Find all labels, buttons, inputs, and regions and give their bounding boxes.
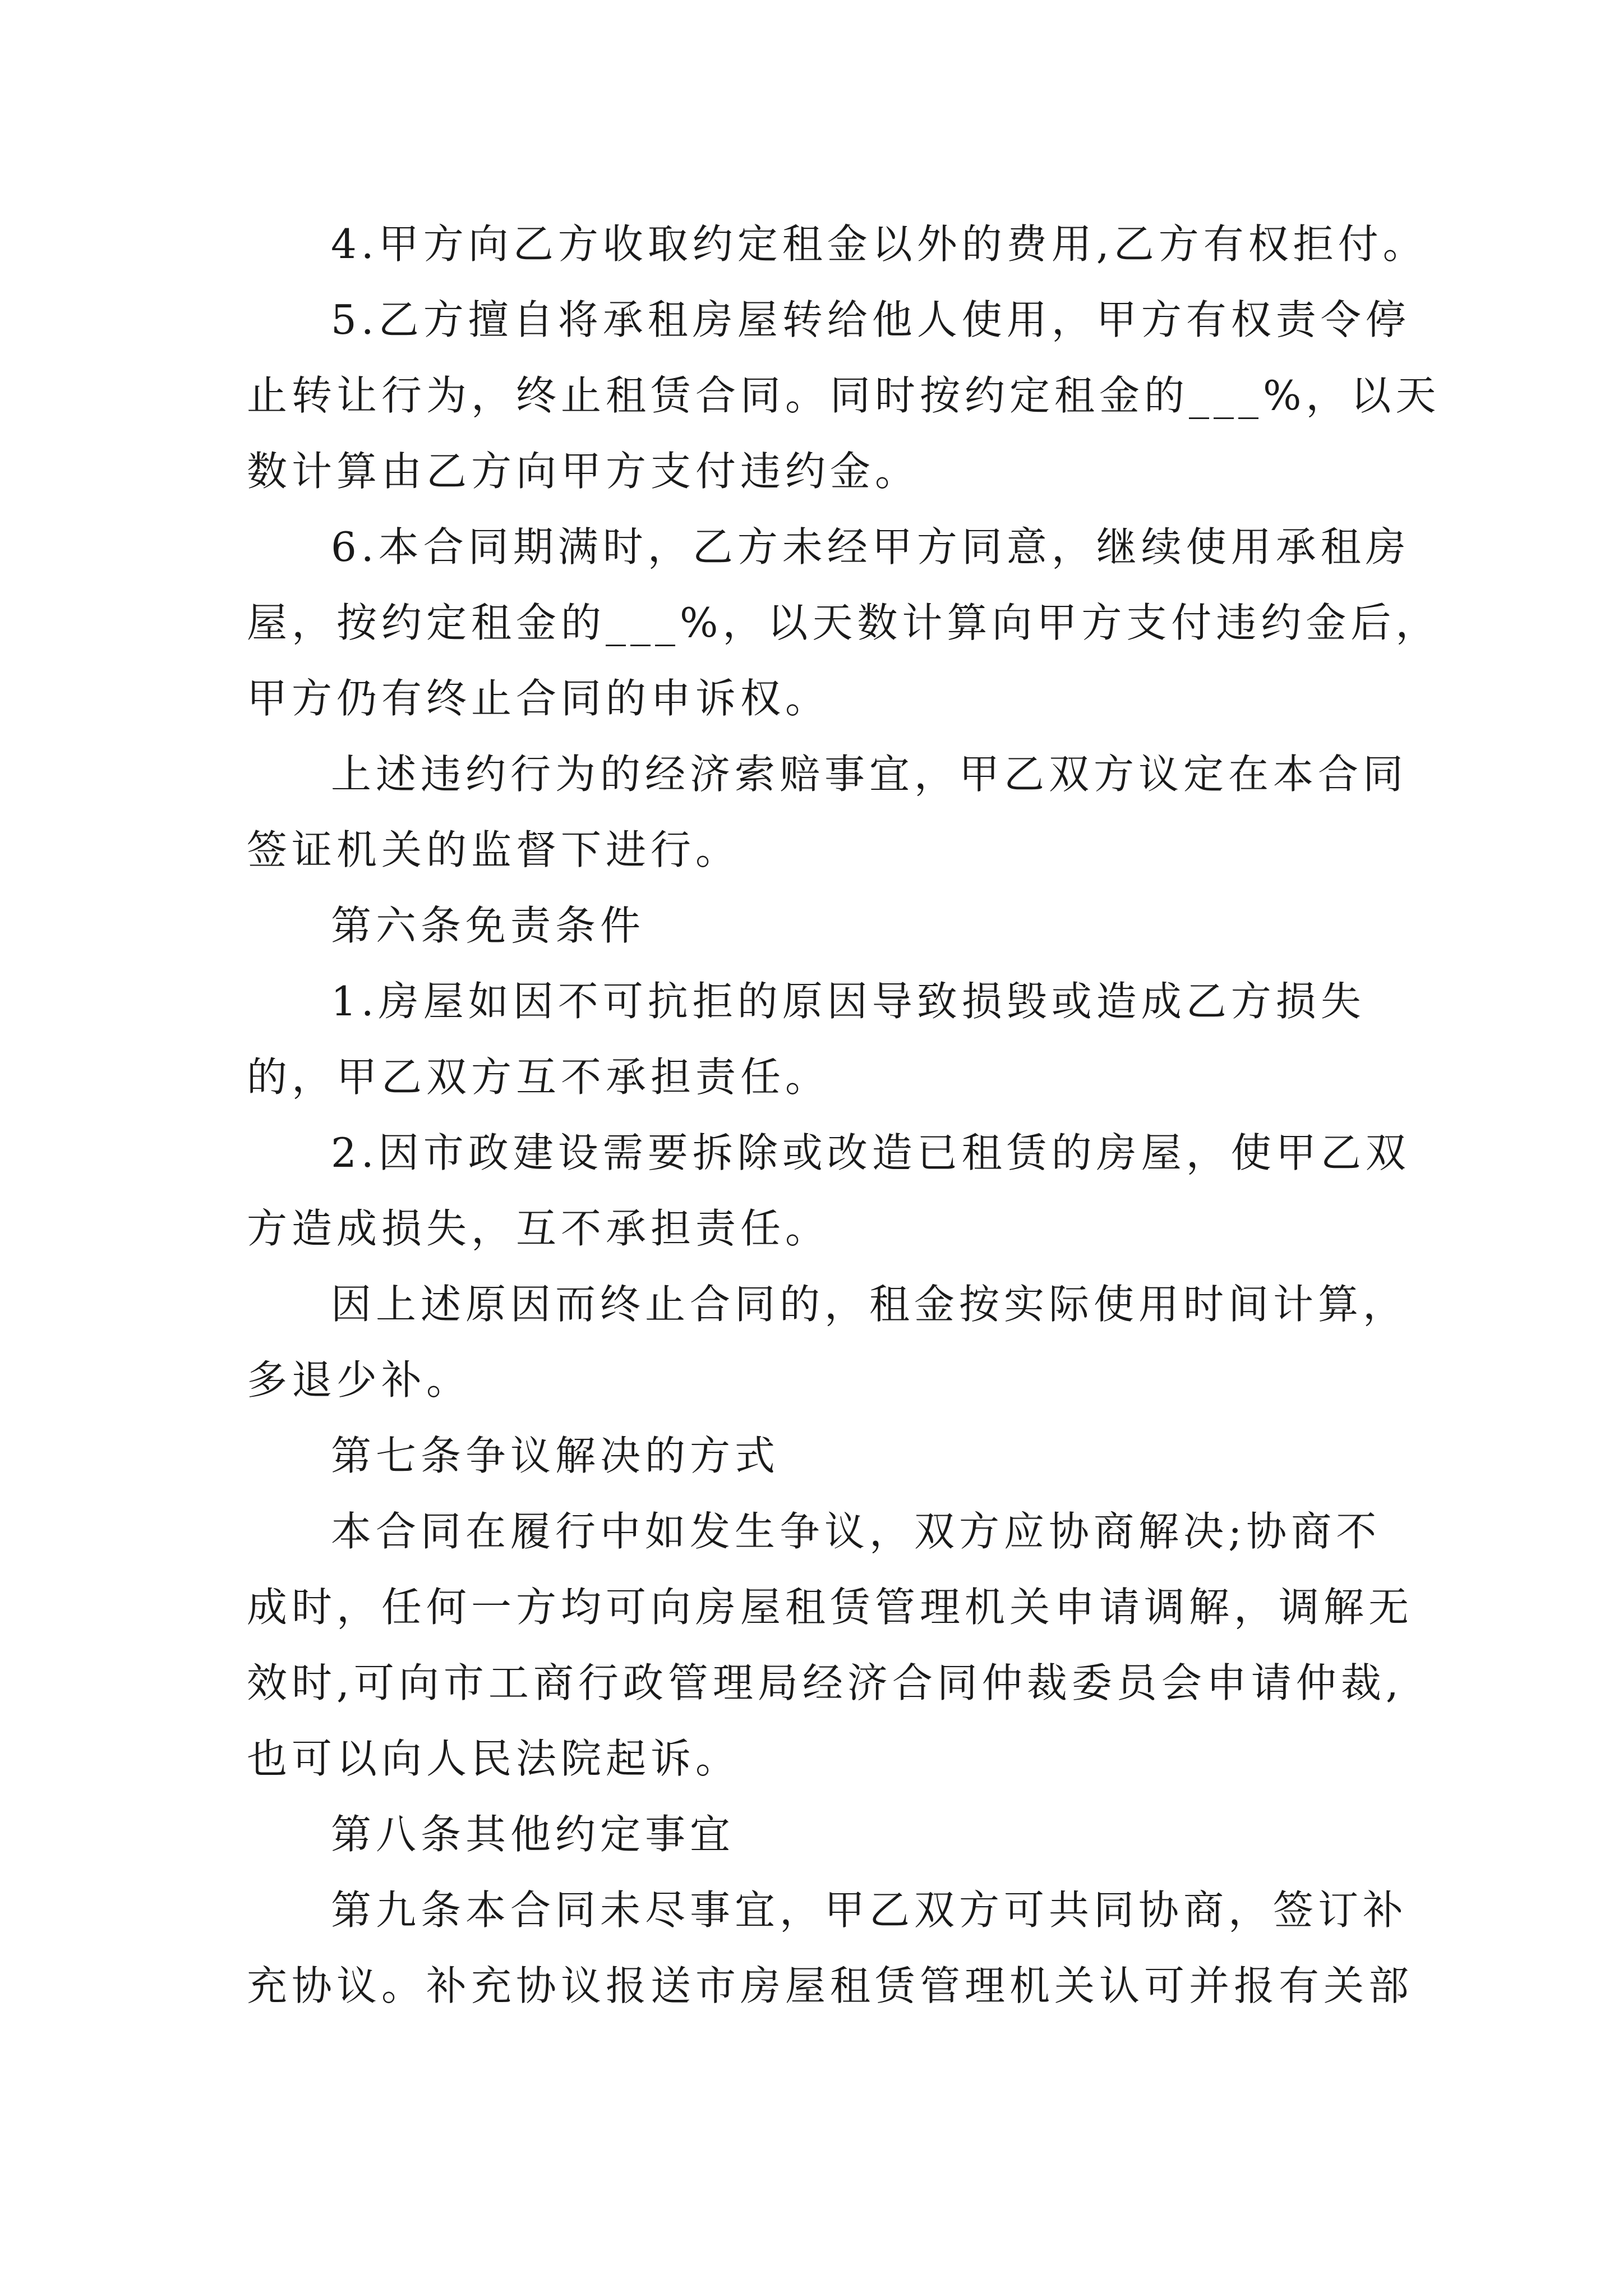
text-line: 方造成损失，互不承担责任。 <box>247 1205 831 1252</box>
text-line: 6.本合同期满时，乙方未经甲方同意，继续使用承租房 <box>331 523 1410 570</box>
section-heading: 第八条其他约定事宜 <box>331 1811 735 1858</box>
text-line: 4.甲方向乙方收取约定租金以外的费用,乙方有权拒付。 <box>331 220 1428 268</box>
text-line: 签证机关的监督下进行。 <box>247 826 741 873</box>
text-line: 效时,可向市工商行政管理局经济合同仲裁委员会申请仲裁, <box>247 1659 1403 1706</box>
section-heading: 第七条争议解决的方式 <box>331 1432 780 1479</box>
text-line: 5.乙方擅自将承租房屋转给他人使用，甲方有权责令停 <box>331 296 1410 343</box>
text-line: 也可以向人民法院起诉。 <box>247 1735 741 1782</box>
text-line: 的，甲乙双方互不承担责任。 <box>247 1053 831 1101</box>
text-line: 本合同在履行中如发生争议，双方应协商解决;协商不 <box>331 1508 1381 1555</box>
text-line: 成时，任何一方均可向房屋租赁管理机关申请调解，调解无 <box>247 1584 1414 1631</box>
text-line: 1.房屋如因不可抗拒的原因导致损毁或造成乙方损失 <box>331 978 1366 1025</box>
text-line: 2.因市政建设需要拆除或改造已租赁的房屋，使甲乙双 <box>331 1129 1410 1176</box>
text-line: 数计算由乙方向甲方支付违约金。 <box>247 448 920 495</box>
text-line: 多退少补。 <box>247 1356 472 1404</box>
text-line: 止转让行为，终止租赁合同。同时按约定租金的___%，以天 <box>247 372 1441 419</box>
text-line: 第九条本合同未尽事宜，甲乙双方可共同协商，签订补 <box>331 1887 1408 1934</box>
text-line: 甲方仍有终止合同的申诉权。 <box>247 675 831 722</box>
text-line: 上述违约行为的经济索赔事宜，甲乙双方议定在本合同 <box>331 751 1408 798</box>
text-line: 因上述原因而终止合同的，租金按实际使用时间计算， <box>331 1281 1408 1328</box>
section-heading: 第六条免责条件 <box>331 902 645 949</box>
text-line: 充协议。补充协议报送市房屋租赁管理机关认可并报有关部 <box>247 1962 1414 2009</box>
text-line: 屋，按约定租金的___%，以天数计算向甲方支付违约金后， <box>247 599 1441 646</box>
